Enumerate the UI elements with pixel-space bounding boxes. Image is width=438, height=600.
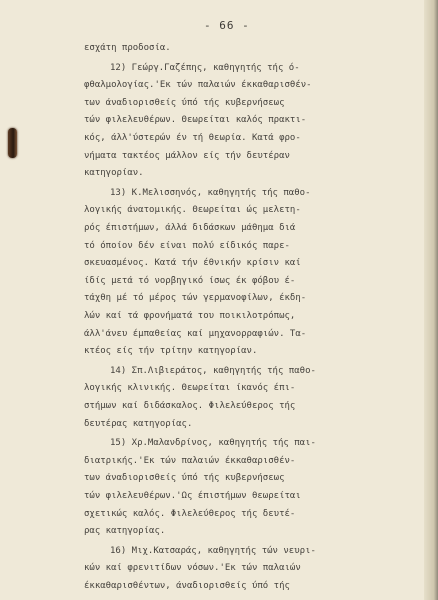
text-line: των άναδιορισθείς ύπό τής κυβερνήσεως bbox=[84, 97, 285, 108]
text-line: στήμων καί διδάσκαλος. Φιλελεύθερος τής bbox=[84, 401, 296, 411]
text-line: 12) Γεώργ.Γαζέπης, καθηγητής τής ό- bbox=[110, 62, 300, 73]
text-line: σχετικώς καλός. Φιλελεύθερος τής δευτέ- bbox=[84, 508, 296, 519]
text-line: άλλ'άνευ έμπαθείας καί μηχανορραφιών. Τα- bbox=[84, 328, 307, 339]
text-line: σκευασμένος. Κατά τήν έθνικήν κρίσιν καί bbox=[84, 258, 301, 269]
binding-hole bbox=[8, 128, 17, 158]
text-line: δευτέρας κατηγορίας. bbox=[84, 418, 193, 429]
page-edge bbox=[424, 0, 438, 600]
text-line: 14) Σπ.Λιβιεράτος, καθηγητής τής παθο- bbox=[110, 365, 316, 376]
text-line: των άναδιορισθείς ύπό τής κυβερνήσεως bbox=[84, 473, 285, 484]
text-line: κτέος είς τήν τρίτην κατηγορίαν. bbox=[84, 346, 258, 357]
text-line: εσχάτη προδοσία. bbox=[84, 43, 171, 53]
text-line: ίδίς μετά τό νορβηγικό ίσως έκ φόβου έ- bbox=[84, 275, 296, 286]
text-line: έκκαθαρισθέντων, άναδιορισθείς ύπό τής bbox=[84, 581, 290, 591]
text-line: λών καί τά φρονήματά του ποικιλοτρόπως, bbox=[84, 311, 296, 321]
page-number: - 66 - bbox=[204, 19, 250, 32]
text-line: 15) Χρ.Μαλανδρίνος, καθηγητής τής παι- bbox=[110, 438, 316, 449]
text-line: λογικής κλινικής. Θεωρείται ίκανός έπι- bbox=[84, 383, 296, 394]
text-line: κατηγορίαν. bbox=[84, 168, 144, 179]
text-line: 16) Μιχ.Κατσαράς, καθηγητής τών νευρι- bbox=[110, 545, 316, 556]
text-line: τών φιλελευθέρων. Θεωρείται καλός πρακτι- bbox=[84, 115, 307, 126]
text-line: διατρικής.'Εκ τών παλαιών έκκαθαρισθέν- bbox=[84, 455, 296, 466]
text-line: κός, άλλ'ύστερών έν τή θεωρία. Κατά φρο- bbox=[84, 133, 301, 143]
text-line: τών φιλελευθέρων.'Ως έπιστήμων θεωρείται bbox=[84, 491, 301, 501]
text-line: κών καί φρενιτίδων νόσων.'Εκ τών παλαιών bbox=[84, 563, 301, 574]
text-line: φθαλμολογίας.'Εκ τών παλαιών έκκαθαρισθέν- bbox=[84, 80, 312, 91]
text-line: νήματα τακτέος μάλλον είς τήν δευτέραν bbox=[84, 150, 290, 161]
text-line: λογικής άνατομικής. Θεωρείται ώς μελετη- bbox=[84, 205, 301, 216]
text-line: ρας κατηγορίας. bbox=[84, 526, 166, 537]
text-line: τό όποίον δέν είναι πολύ είδικός παρε- bbox=[84, 240, 290, 251]
text-line: 13) Κ.Μελισσηνός, καθηγητής τής παθο- bbox=[110, 187, 311, 198]
text-line: ρός έπιστήμων, άλλά διδάσκων μάθημα διά bbox=[84, 223, 296, 233]
text-line: τάχθη μέ τό μέρος τών γερμανοφίλων, έκδη- bbox=[84, 293, 307, 304]
